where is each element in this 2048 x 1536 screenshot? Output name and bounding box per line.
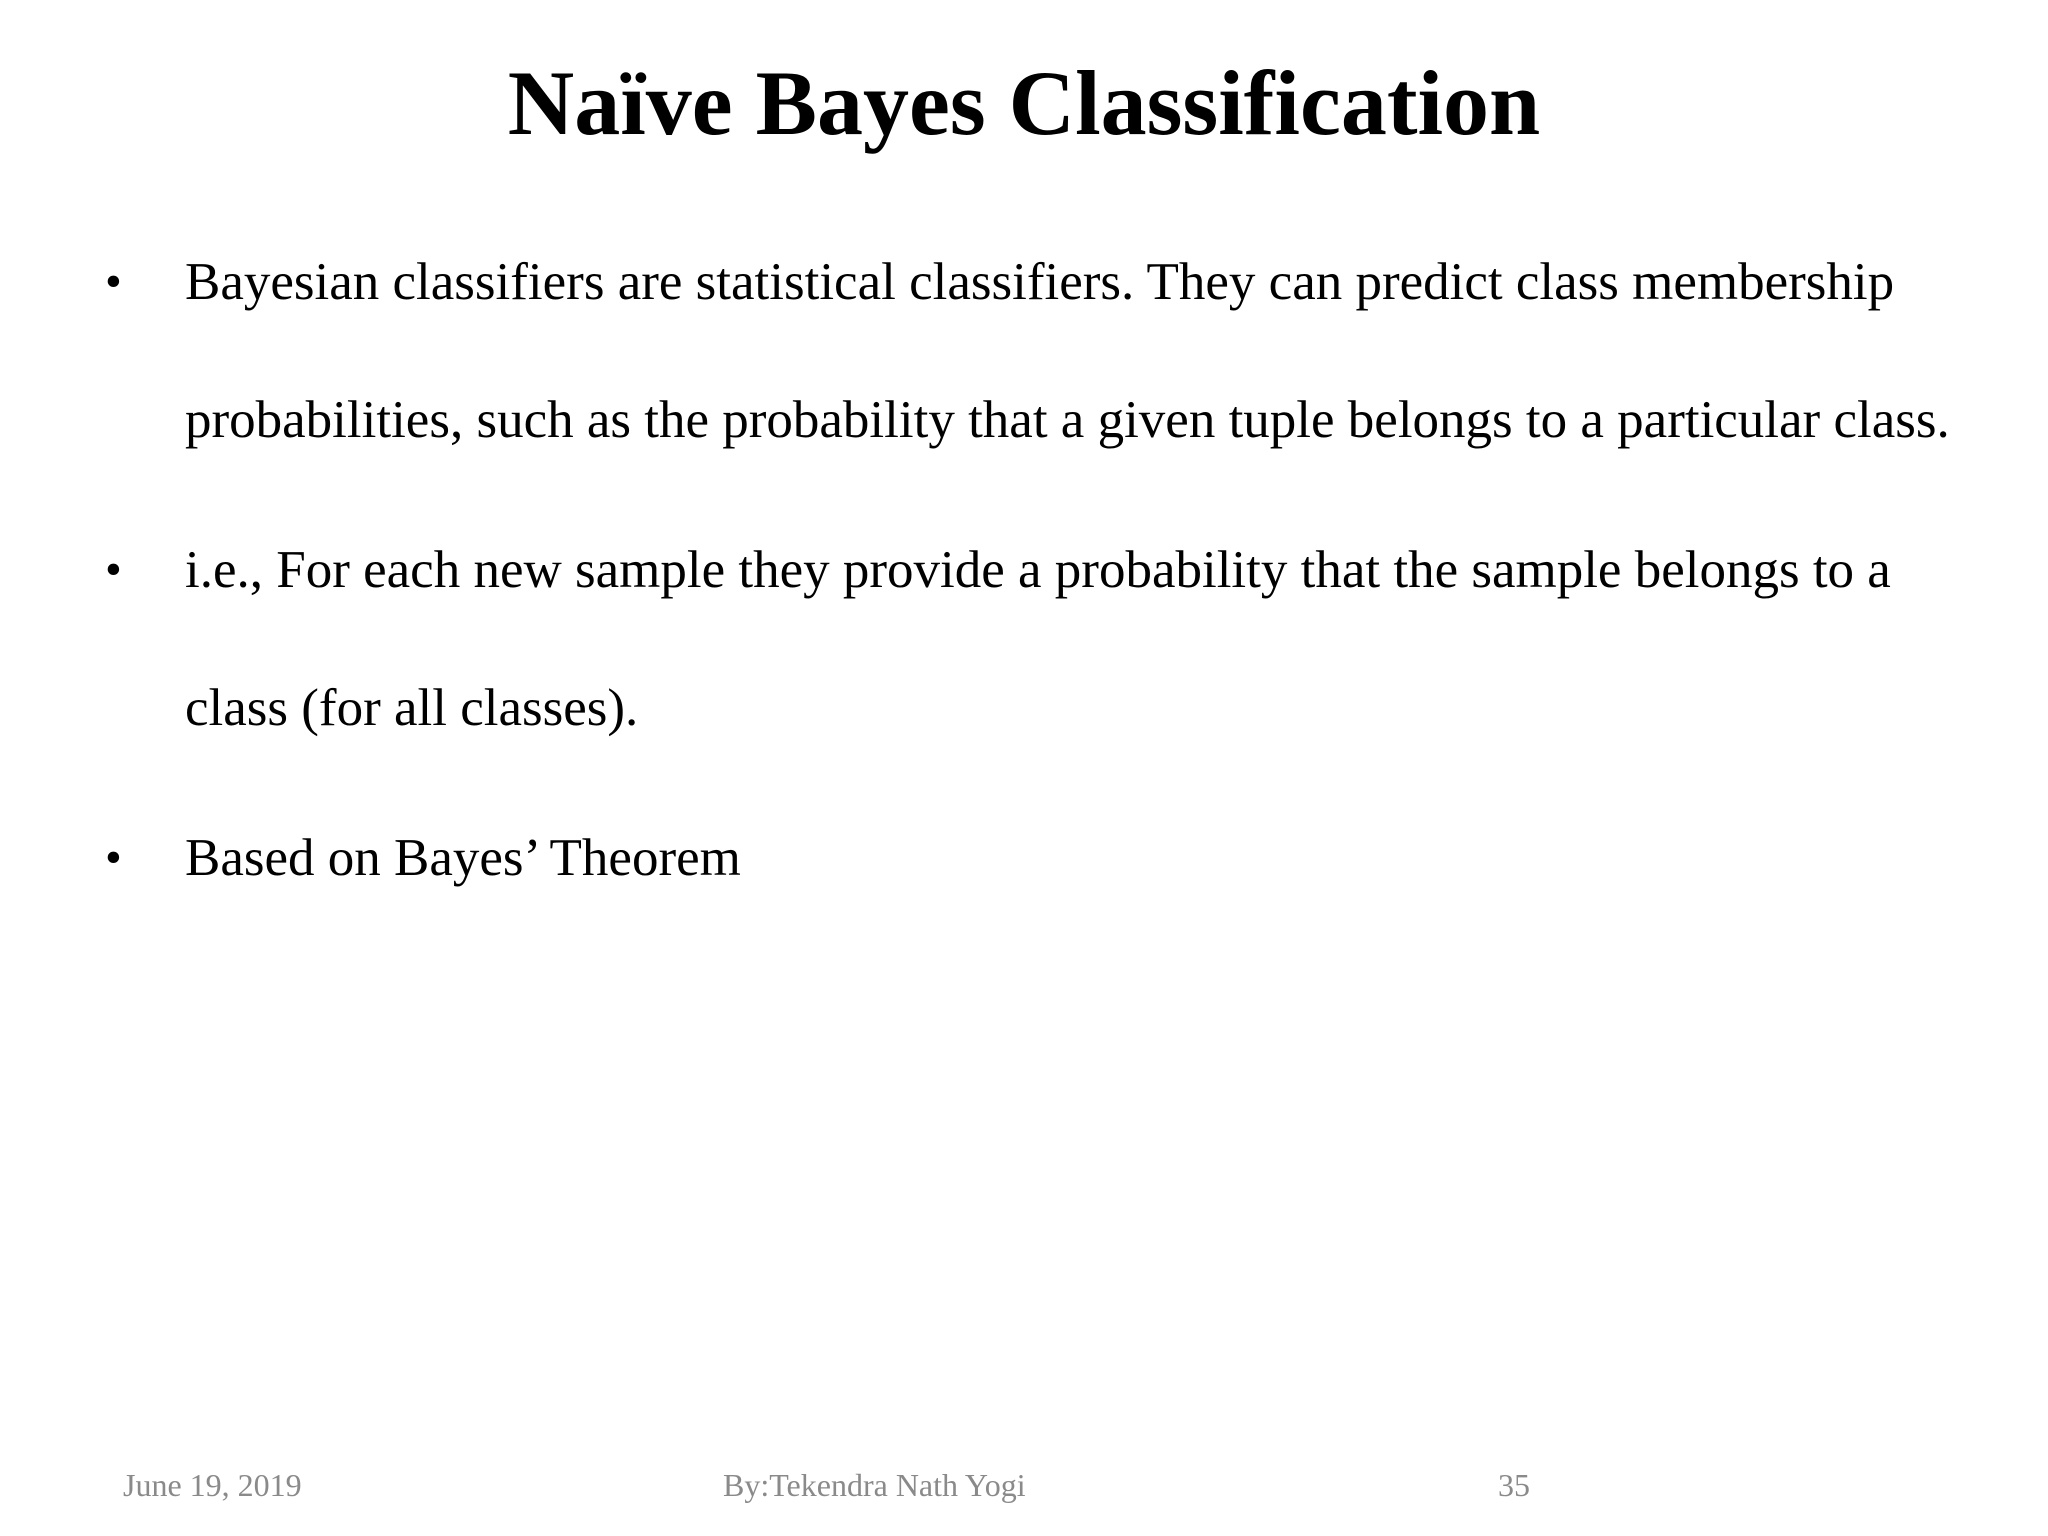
bullet-icon: •: [105, 831, 122, 884]
slide-title: Naïve Bayes Classification: [507, 52, 1541, 154]
bullet-text: Based on Bayes’ Theorem: [185, 829, 741, 887]
footer-page-number: 35: [1498, 1467, 1530, 1503]
bullet-text: Bayesian classifiers are statistical classifiers. They can predict class membership probabilities, such as the probability that a given tuple belongs to a particular class.: [185, 253, 1950, 449]
bullet-icon: •: [105, 543, 122, 596]
footer-author: By:Tekendra Nath Yogi: [723, 1467, 1026, 1503]
bullet-item: [105, 789, 1995, 927]
bullet-text: i.e., For each new sample they provide a probability that the sample belongs to a class (for all classes).: [185, 541, 1891, 737]
footer-date: June 19, 2019: [123, 1467, 302, 1503]
bullet-icon: •: [105, 255, 122, 308]
bullet-list: [105, 213, 1995, 927]
bullet-item: [105, 501, 1995, 777]
bullet-item: [105, 213, 1995, 489]
